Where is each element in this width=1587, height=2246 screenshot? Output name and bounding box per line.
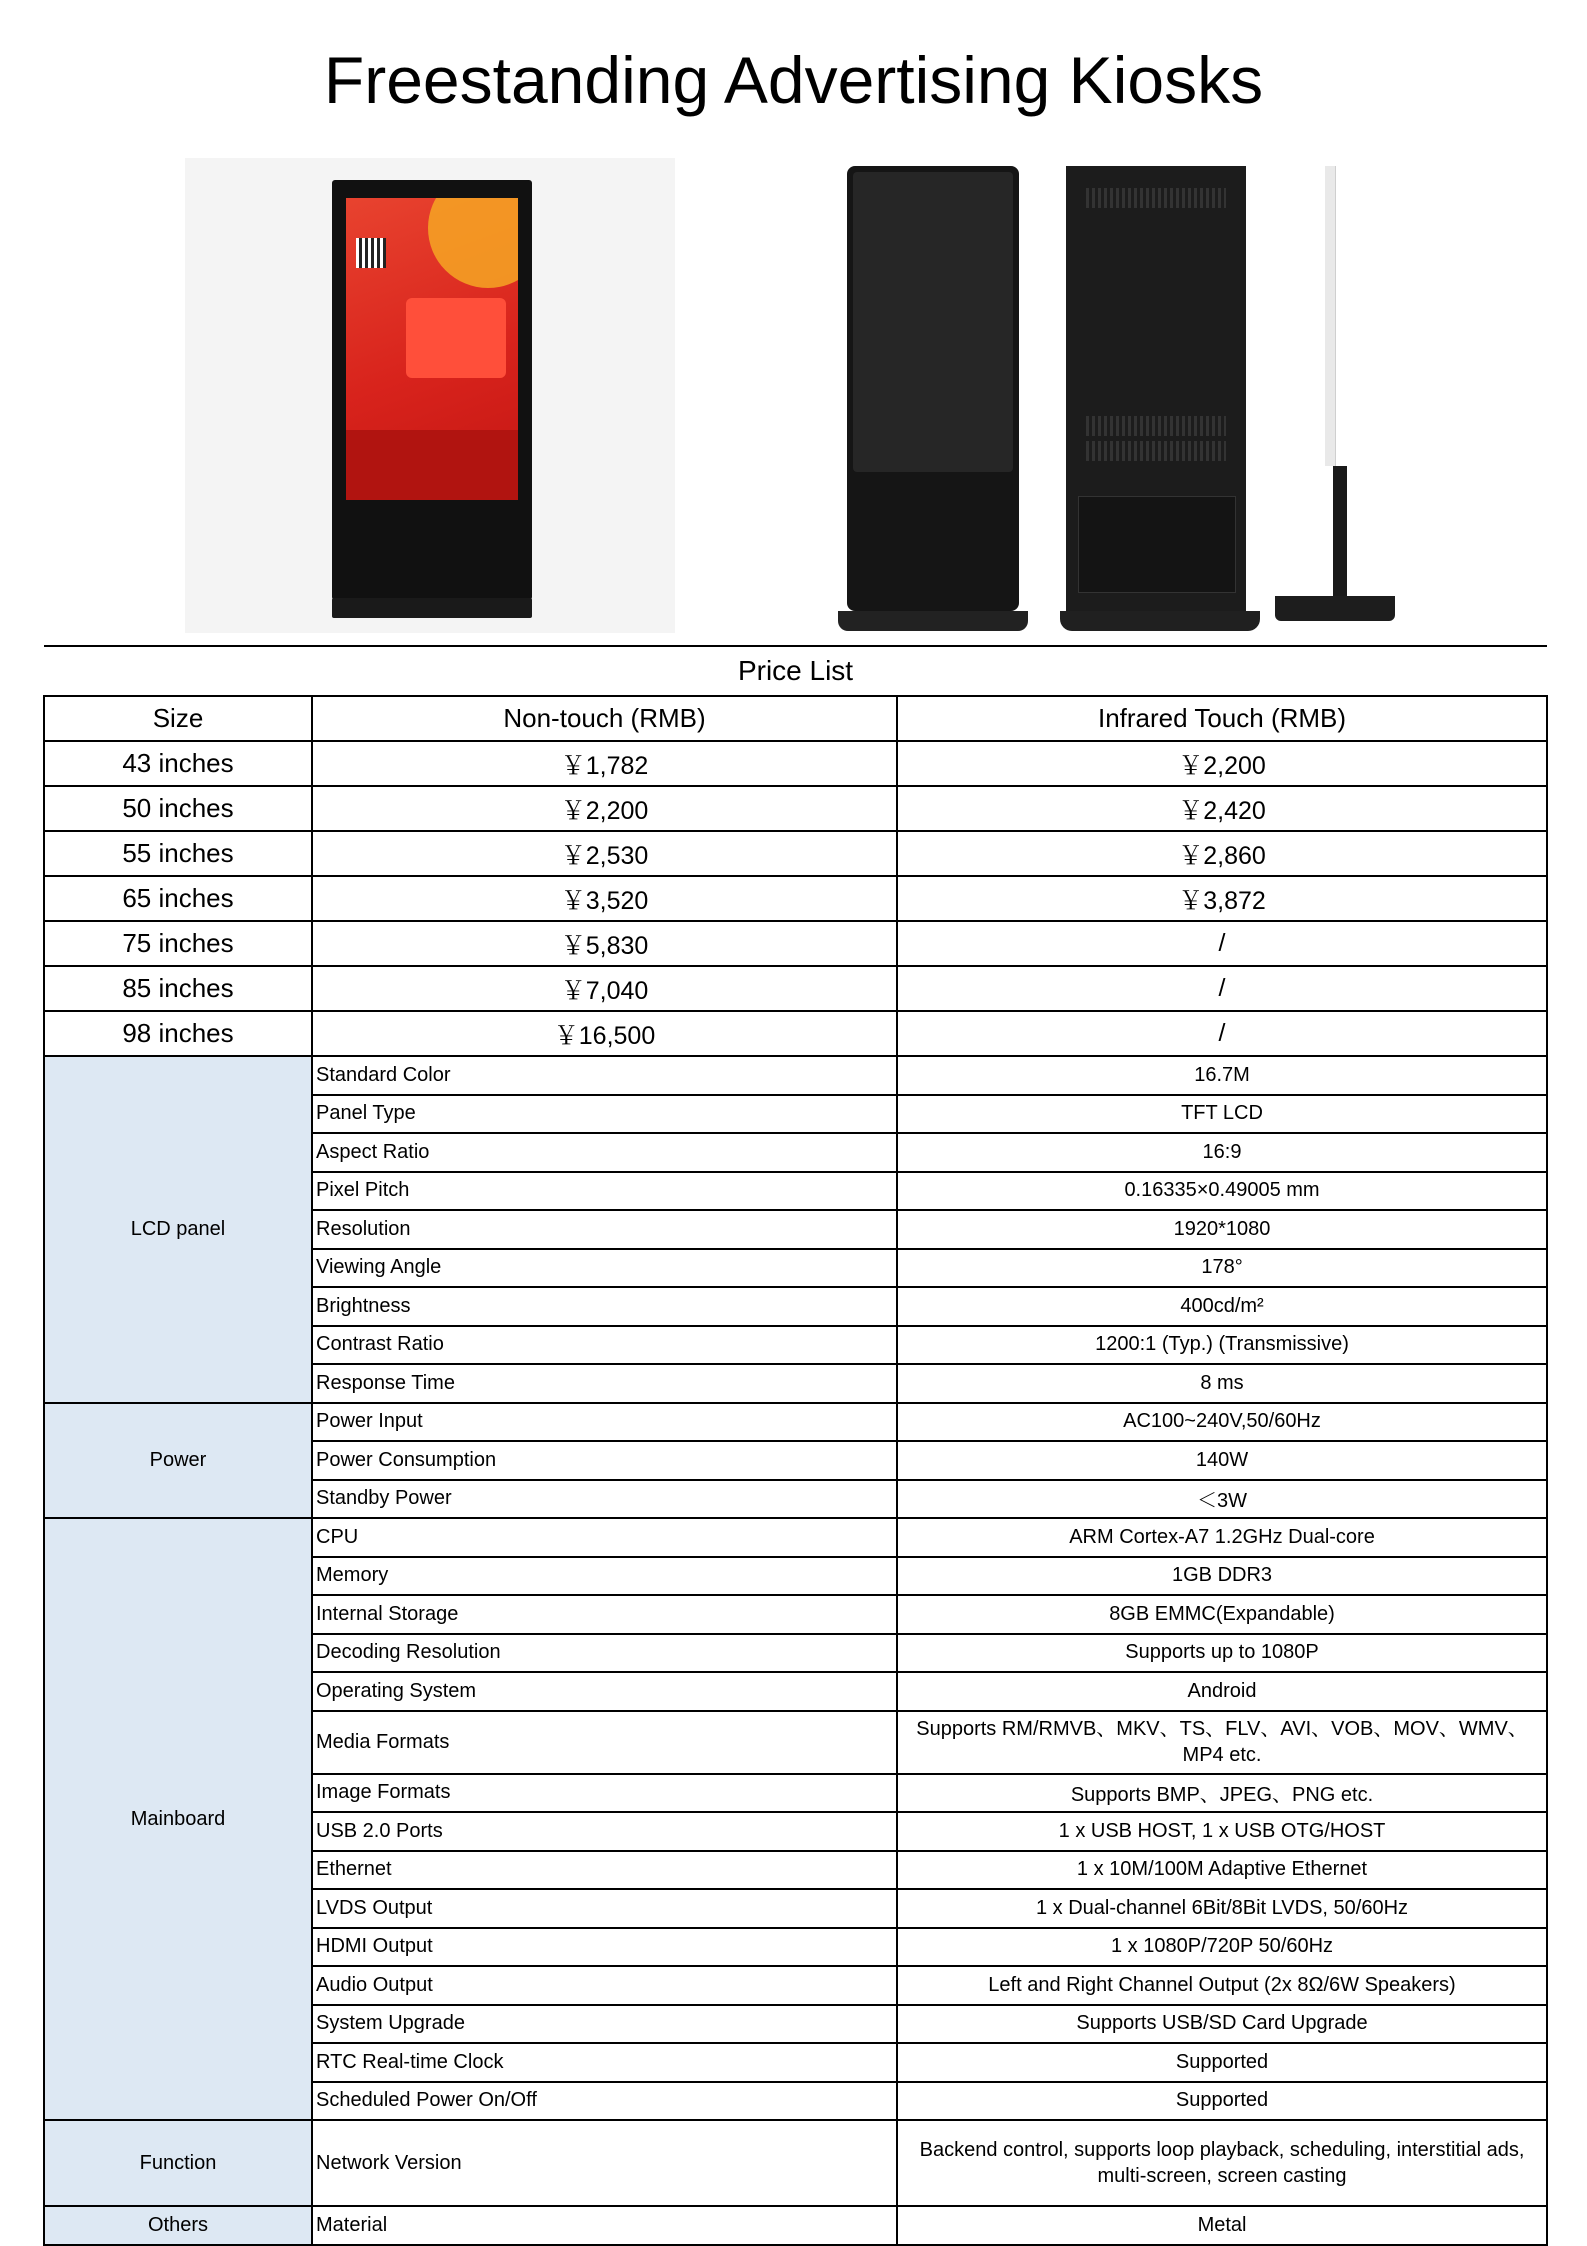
- spec-value-cell: 400cd/m²: [897, 1287, 1547, 1326]
- spec-label-cell: CPU: [312, 1518, 897, 1557]
- spec-value-cell: Left and Right Channel Output (2x 8Ω/6W Speakers): [897, 1966, 1547, 2005]
- spec-label-cell: Brightness: [312, 1287, 897, 1326]
- spec-label-cell: Aspect Ratio: [312, 1133, 897, 1172]
- size-cell: 55 inches: [44, 831, 312, 876]
- spec-row: [44, 1056, 1547, 1095]
- spec-row: [44, 1403, 1547, 1442]
- table-caption: Price List: [44, 646, 1547, 696]
- spec-label-cell: LVDS Output: [312, 1889, 897, 1928]
- spec-label-cell: Scheduled Power On/Off: [312, 2082, 897, 2121]
- spec-value-cell: 1GB DDR3: [897, 1557, 1547, 1596]
- spec-category-cell: LCD panel: [44, 1056, 312, 1403]
- spec-label-cell: USB 2.0 Ports: [312, 1812, 897, 1851]
- column-header: Size: [44, 696, 312, 741]
- spec-value-cell: 0.16335×0.49005 mm: [897, 1172, 1547, 1211]
- non-touch-price-cell: ￥7,040: [312, 966, 897, 1011]
- spec-category-cell: Mainboard: [44, 1518, 312, 2120]
- spec-category-cell: Others: [44, 2206, 312, 2245]
- size-cell: 85 inches: [44, 966, 312, 1011]
- spec-label-cell: Material: [312, 2206, 897, 2245]
- size-cell: 75 inches: [44, 921, 312, 966]
- spec-value-cell: 8GB EMMC(Expandable): [897, 1595, 1547, 1634]
- kiosk-front-display-photo: [185, 158, 675, 633]
- spec-label-cell: Media Formats: [312, 1711, 897, 1774]
- spec-category-cell: Function: [44, 2120, 312, 2206]
- spec-label-cell: Pixel Pitch: [312, 1172, 897, 1211]
- spec-label-cell: Panel Type: [312, 1095, 897, 1134]
- spec-row: [44, 1518, 1547, 1557]
- size-cell: 43 inches: [44, 741, 312, 786]
- spec-label-cell: Power Input: [312, 1403, 897, 1442]
- spec-value-cell: 140W: [897, 1441, 1547, 1480]
- kiosk-front-photo: [838, 166, 1028, 636]
- spec-label-cell: Response Time: [312, 1364, 897, 1403]
- column-header: Non-touch (RMB): [312, 696, 897, 741]
- spec-value-cell: 8 ms: [897, 1364, 1547, 1403]
- spec-value-cell: Supported: [897, 2043, 1547, 2082]
- spec-label-cell: Resolution: [312, 1210, 897, 1249]
- spec-label-cell: Audio Output: [312, 1966, 897, 2005]
- spec-category-cell: Power: [44, 1403, 312, 1519]
- non-touch-price-cell: ￥2,200: [312, 786, 897, 831]
- spec-value-cell: 1200:1 (Typ.) (Transmissive): [897, 1326, 1547, 1365]
- spec-value-cell: 1 x 1080P/720P 50/60Hz: [897, 1928, 1547, 1967]
- spec-value-cell: Supports BMP、JPEG、PNG etc.: [897, 1774, 1547, 1813]
- non-touch-price-cell: ￥5,830: [312, 921, 897, 966]
- spec-value-cell: TFT LCD: [897, 1095, 1547, 1134]
- spec-label-cell: Power Consumption: [312, 1441, 897, 1480]
- spec-value-cell: Supports RM/RMVB、MKV、TS、FLV、AVI、VOB、MOV、WMV、MP4 etc.: [897, 1711, 1547, 1774]
- spec-label-cell: Standby Power: [312, 1480, 897, 1519]
- touch-price-cell: /: [897, 966, 1547, 1011]
- spec-row: [44, 2206, 1547, 2245]
- spec-value-cell: Android: [897, 1672, 1547, 1711]
- price-row: [44, 1011, 1547, 1056]
- spec-label-cell: Internal Storage: [312, 1595, 897, 1634]
- spec-value-cell: 1 x USB HOST, 1 x USB OTG/HOST: [897, 1812, 1547, 1851]
- spec-value-cell: 16:9: [897, 1133, 1547, 1172]
- non-touch-price-cell: ￥1,782: [312, 741, 897, 786]
- spec-label-cell: Memory: [312, 1557, 897, 1596]
- spec-label-cell: Standard Color: [312, 1056, 897, 1095]
- spec-value-cell: ARM Cortex-A7 1.2GHz Dual-core: [897, 1518, 1547, 1557]
- non-touch-price-cell: ￥2,530: [312, 831, 897, 876]
- spec-value-cell: Supports USB/SD Card Upgrade: [897, 2005, 1547, 2044]
- price-row: [44, 831, 1547, 876]
- size-cell: 65 inches: [44, 876, 312, 921]
- spec-row: [44, 2120, 1547, 2206]
- touch-price-cell: /: [897, 1011, 1547, 1056]
- price-row: [44, 966, 1547, 1011]
- touch-price-cell: ￥3,872: [897, 876, 1547, 921]
- touch-price-cell: ￥2,420: [897, 786, 1547, 831]
- spec-label-cell: Decoding Resolution: [312, 1634, 897, 1673]
- spec-value-cell: AC100~240V,50/60Hz: [897, 1403, 1547, 1442]
- price-row: [44, 786, 1547, 831]
- spec-label-cell: System Upgrade: [312, 2005, 897, 2044]
- spec-value-cell: Supported: [897, 2082, 1547, 2121]
- spec-value-cell: 178°: [897, 1249, 1547, 1288]
- spec-value-cell: 16.7M: [897, 1056, 1547, 1095]
- non-touch-price-cell: ￥3,520: [312, 876, 897, 921]
- touch-price-cell: ￥2,860: [897, 831, 1547, 876]
- page-title: Freestanding Advertising Kiosks: [323, 43, 1264, 117]
- spec-label-cell: Contrast Ratio: [312, 1326, 897, 1365]
- kiosk-back-photo: [1060, 166, 1260, 636]
- price-row: [44, 921, 1547, 966]
- spec-value-cell: Supports up to 1080P: [897, 1634, 1547, 1673]
- spec-value-cell: 1920*1080: [897, 1210, 1547, 1249]
- touch-price-cell: /: [897, 921, 1547, 966]
- spec-value-cell: 1 x 10M/100M Adaptive Ethernet: [897, 1851, 1547, 1890]
- non-touch-price-cell: ￥16,500: [312, 1011, 897, 1056]
- price-row: [44, 741, 1547, 786]
- size-cell: 50 inches: [44, 786, 312, 831]
- spec-value-cell: Metal: [897, 2206, 1547, 2245]
- spec-label-cell: Network Version: [312, 2120, 897, 2206]
- size-cell: 98 inches: [44, 1011, 312, 1056]
- spec-label-cell: Image Formats: [312, 1774, 897, 1813]
- spec-value-cell: Backend control, supports loop playback, scheduling, interstitial ads, multi-screen, screen casting: [897, 2120, 1547, 2206]
- spec-label-cell: RTC Real-time Clock: [312, 2043, 897, 2082]
- spec-value-cell: 1 x Dual-channel 6Bit/8Bit LVDS, 50/60Hz: [897, 1889, 1547, 1928]
- price-spec-table: [43, 645, 1548, 2246]
- price-row: [44, 876, 1547, 921]
- kiosk-side-photo: [1275, 166, 1395, 636]
- spec-label-cell: Operating System: [312, 1672, 897, 1711]
- table-caption-row: [44, 646, 1547, 696]
- spec-label-cell: HDMI Output: [312, 1928, 897, 1967]
- column-header: Infrared Touch (RMB): [897, 696, 1547, 741]
- touch-price-cell: ￥2,200: [897, 741, 1547, 786]
- spec-label-cell: Viewing Angle: [312, 1249, 897, 1288]
- spec-label-cell: Ethernet: [312, 1851, 897, 1890]
- spec-value-cell: ＜3W: [897, 1480, 1547, 1519]
- table-header-row: [44, 696, 1547, 741]
